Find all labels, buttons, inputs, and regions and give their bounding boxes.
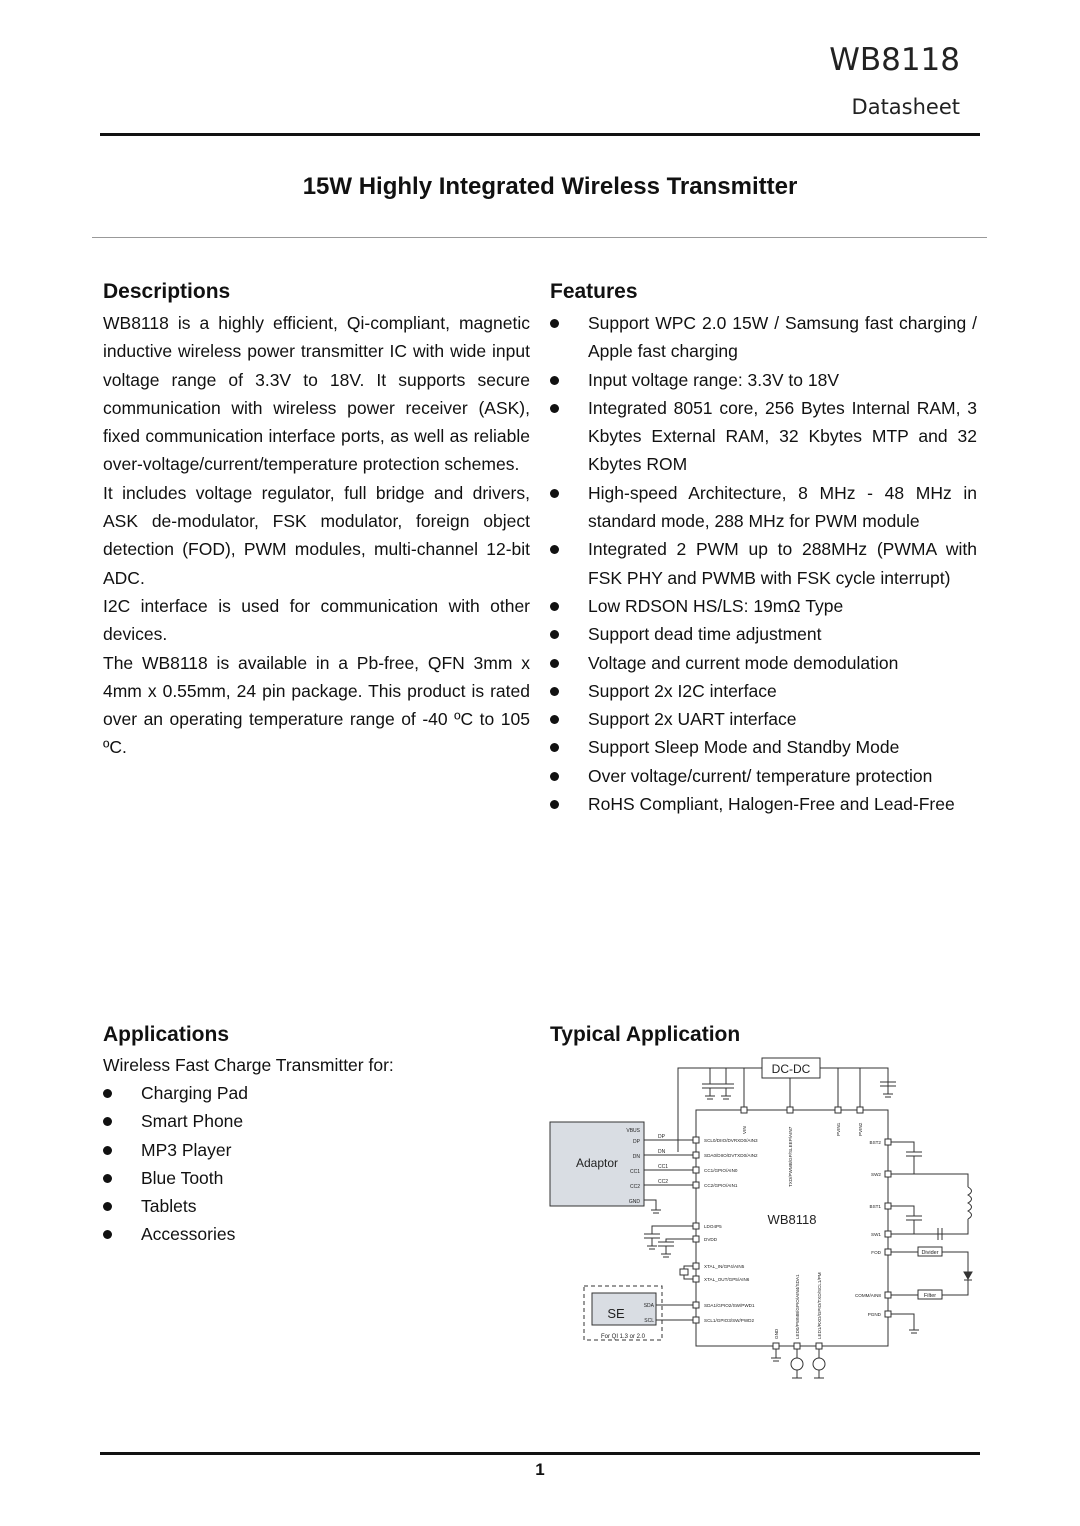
applications-list: [103, 1079, 403, 1249]
list-item: Integrated 2 PWM up to 288MHz (PWMA with FSK PHY and PWMB with FSK cycle interrupt): [550, 535, 977, 592]
list-item: Charging Pad: [103, 1079, 403, 1107]
list-item: Blue Tooth: [103, 1164, 403, 1192]
chip-pin-label: SW2: [871, 1172, 881, 1177]
chip-pin-label: LED1/RXD/GPIO/TXD/SCL1/PM: [817, 1272, 822, 1339]
description-paragraph: WB8118 is a highly efficient, Qi-compliant, magnetic inductive wireless power transmitter IC with wide input voltage range of 3.3V to 18V. It supports secure communication with wireless power receiver (ASK), fixed communication interface ports, as well as reliable over-voltage/current/temperature protection schemes.: [103, 313, 530, 475]
net-label: CC2: [658, 1179, 669, 1185]
chip-pin-label: FOD: [871, 1250, 881, 1255]
net-label: DP: [658, 1134, 665, 1140]
se-pin-label: SCL: [644, 1318, 654, 1324]
adaptor-pin-label: GND: [628, 1199, 640, 1205]
document-title: 15W Highly Integrated Wireless Transmitter: [302, 173, 798, 200]
adaptor-pin-label: CC1: [629, 1169, 640, 1175]
description-paragraph: The WB8118 is available in a Pb-free, QFN 3mm x 4mm x 0.55mm, 24 pin package. This product is rated over an operating temperature range of -40 ºC to 105 ºC.: [103, 652, 530, 758]
list-item: Support 2x I2C interface: [550, 677, 977, 705]
chip-pin-label: XTAL_IN/GP4/AIN5: [704, 1264, 745, 1269]
descriptions-text: [103, 309, 530, 762]
footer-rule: [100, 1452, 980, 1455]
chip-pin-label: SCL1/GPIO3/SW/PWD2: [704, 1318, 755, 1323]
bullet-icon: [103, 1117, 112, 1126]
bullet-icon: [550, 545, 559, 554]
chip-pin-label: XTAL_OUT/GP5/AIN6: [704, 1277, 750, 1282]
title-rule: [92, 237, 987, 238]
se-pin-label: SDA: [643, 1303, 654, 1309]
applications-heading: Applications: [103, 1023, 230, 1046]
net-label: DN: [658, 1149, 666, 1155]
description-paragraph: It includes voltage regulator, full bridge and drivers, ASK de-modulator, FSK modulator, foreign object detection (FOD), PWM modules, multi-channel 12-bit ADC.: [103, 482, 530, 588]
header-doc-type: Datasheet: [851, 95, 960, 119]
chip-pin-label: BST2: [869, 1140, 881, 1145]
bullet-icon: [103, 1174, 112, 1183]
list-item: Integrated 8051 core, 256 Bytes Internal RAM, 3 Kbytes External RAM, 32 Kbytes MTP and 32 Kbytes ROM: [550, 394, 977, 479]
list-item: High-speed Architecture, 8 MHz - 48 MHz in standard mode, 288 MHz for PWM module: [550, 479, 977, 536]
list-item: Smart Phone: [103, 1107, 403, 1135]
list-item: RoHS Compliant, Halogen-Free and Lead-Free: [550, 790, 977, 818]
bullet-icon: [103, 1202, 112, 1211]
chip-pin-label: DVDD: [704, 1237, 718, 1242]
applications-intro: Wireless Fast Charge Transmitter for:: [103, 1055, 394, 1075]
bullet-icon: [550, 489, 559, 498]
chip-pin-label: CC2/GPIO/AIN1: [704, 1183, 738, 1188]
list-item: Support Sleep Mode and Standby Mode: [550, 733, 977, 761]
description-paragraph: I2C interface is used for communication with other devices.: [103, 595, 530, 645]
typical-application-schematic: [548, 1052, 978, 1392]
adaptor-label: Adaptor: [575, 1156, 619, 1170]
bullet-icon: [550, 630, 559, 639]
adaptor-pin-label: VBUS: [626, 1128, 640, 1134]
chip-pin-label: CC1/GPIO/AIN0: [704, 1168, 738, 1173]
list-item: Voltage and current mode demodulation: [550, 649, 977, 677]
chip-pin-label: SDA0/DIIO/DVTXD0/AIN2: [704, 1153, 758, 1158]
bullet-icon: [550, 800, 559, 809]
adaptor-pin-label: CC2: [629, 1184, 640, 1190]
page-number: 1: [535, 1460, 545, 1479]
bullet-icon: [103, 1089, 112, 1098]
features-list: [550, 309, 977, 818]
bullet-icon: [550, 772, 559, 781]
chip-pin-label: PGND: [867, 1312, 881, 1317]
dcdc-label: DC-DC: [771, 1062, 811, 1076]
list-item: Accessories: [103, 1220, 403, 1248]
list-item: Support WPC 2.0 15W / Samsung fast charging / Apple fast charging: [550, 309, 977, 366]
chip-pin-label: VIN: [742, 1126, 747, 1134]
typical-application-heading: Typical Application: [550, 1023, 741, 1046]
bullet-icon: [550, 602, 559, 611]
bullet-icon: [550, 715, 559, 724]
bullet-icon: [550, 376, 559, 385]
bullet-icon: [103, 1230, 112, 1239]
list-item: Tablets: [103, 1192, 403, 1220]
bullet-icon: [550, 319, 559, 328]
list-item: Over voltage/current/ temperature protection: [550, 762, 977, 790]
list-item: Input voltage range: 3.3V to 18V: [550, 366, 977, 394]
chip-pin-label: LDO4P5: [704, 1224, 722, 1229]
list-item: Low RDSON HS/LS: 19mΩ Type: [550, 592, 977, 620]
chip-pin-label: PVIN1: [836, 1122, 841, 1136]
bullet-icon: [550, 659, 559, 668]
descriptions-heading: Descriptions: [103, 280, 231, 303]
chip-pin-label: PVIN2: [858, 1122, 863, 1136]
chip-pin-label: SCL0/DIIO/DVRXD0/AIN3: [704, 1138, 758, 1143]
bullet-icon: [550, 404, 559, 413]
chip-label: WB8118: [767, 1212, 817, 1227]
list-item: MP3 Player: [103, 1136, 403, 1164]
bullet-icon: [550, 687, 559, 696]
list-item: Support dead time adjustment: [550, 620, 977, 648]
chip-pin-label: GND: [774, 1328, 779, 1339]
chip-pin-label: BST1: [869, 1204, 881, 1209]
header-rule: [100, 133, 980, 136]
net-label: CC1: [658, 1164, 669, 1170]
se-note: For QI 1.3 or 2.0: [600, 1334, 646, 1340]
chip-pin-label: SW1: [871, 1232, 881, 1237]
divider-label: Divider: [921, 1250, 939, 1256]
filter-label: Filter: [923, 1293, 937, 1299]
adaptor-pin-label: DP: [633, 1139, 640, 1145]
chip-pin-label: SDA1/GPIO2/SW/PWD1: [704, 1303, 755, 1308]
adaptor-pin-label: DN: [632, 1154, 640, 1160]
features-heading: Features: [550, 280, 638, 303]
se-label: SE: [607, 1306, 625, 1321]
header-part-number: WB8118: [829, 42, 960, 78]
bullet-icon: [550, 743, 559, 752]
list-item: Support 2x UART interface: [550, 705, 977, 733]
chip-pin-label: COMM/AIN8: [854, 1293, 881, 1298]
chip-pin-label: TXD/PWMB/GP/SLEEP/AIN7: [788, 1126, 793, 1187]
bullet-icon: [103, 1146, 112, 1155]
chip-pin-label: LED0/PWMB/GPIO/AIN4/SDA1: [795, 1274, 800, 1339]
